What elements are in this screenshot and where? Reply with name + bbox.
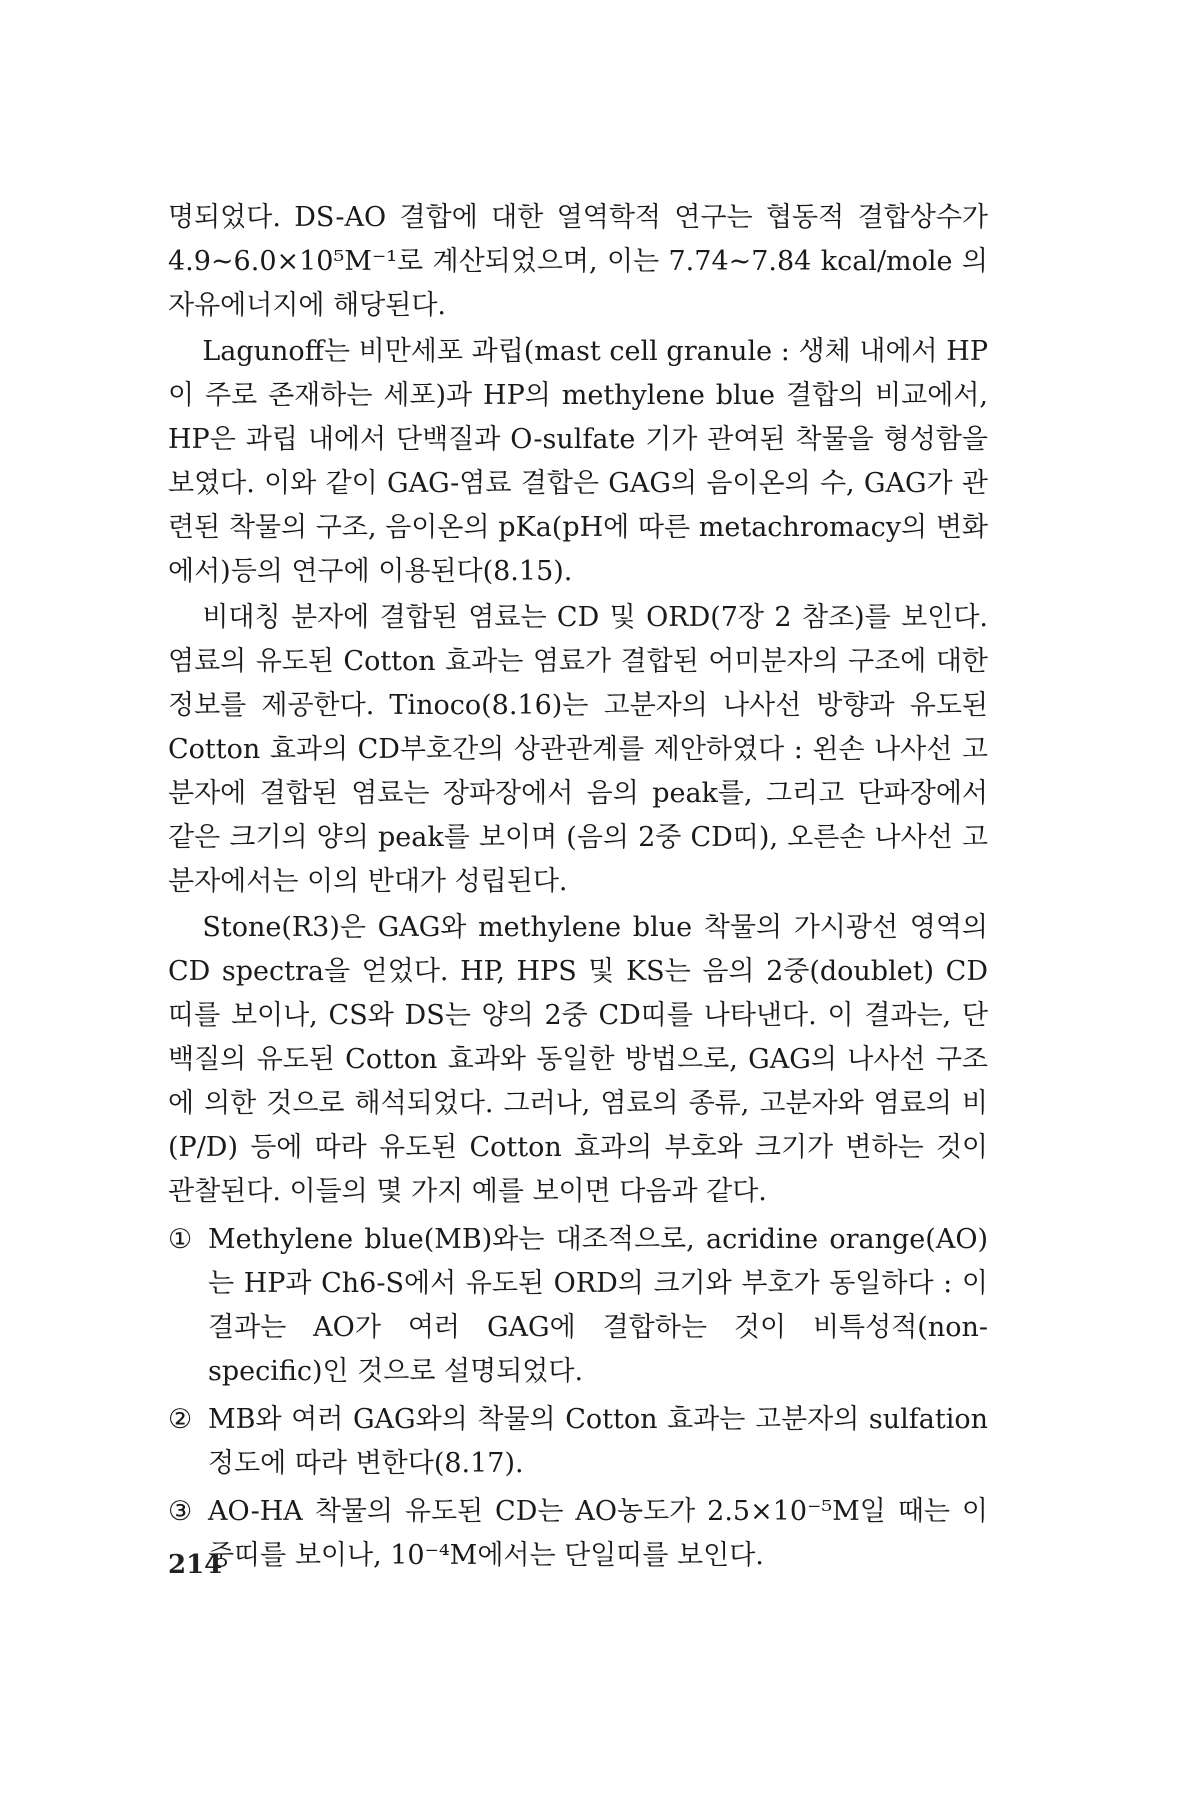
list-marker: ② (168, 1404, 193, 1435)
list-item-text: MB와 여러 GAG와의 착물의 Cotton 효과는 고분자의 sulfation 정도에 따라 변한다(8.17). (208, 1404, 988, 1479)
paragraph-4: Stone(R3)은 GAG와 methylene blue 착물의 가시광선 영역의 CD spectra을 얻었다. HP, HPS 및 KS는 음의 2중(doublet) CD 띠를 보이나, CS와 DS는 양의 2중 CD띠를 나타낸다. 이 결과는, 단백질의 유도된 Cotton 효과와 동일한 방법으로, GAG의 나사선 구조에 의한 것으로 해석되었다. 그러나, 염료의 종류, 고분자와 염료의 비(P/D) 등에 따라 유도된 Cotton 효과의 부호와 크기가 변하는 것이 관찰된다. 이들의 몇 가지 예를 보이면 다음과 같다. (168, 912, 988, 1207)
list-item (168, 1490, 988, 1578)
numbered-list (168, 1218, 988, 1578)
list-item (168, 1398, 988, 1486)
paragraph-2: Lagunoff는 비만세포 과립(mast cell granule : 생체 내에서 HP이 주로 존재하는 세포)과 HP의 methylene blue 결합의 비교에서, HP은 과립 내에서 단백질과 O-sulfate 기가 관여된 착물을 형성함을 보였다. 이와 같이 GAG-염료 결합은 GAG의 음이온의 수, GAG가 관련된 착물의 구조, 음이온의 pKa(pH에 따른 metachromacy의 변화에서)등의 연구에 이용된다(8.15). (168, 336, 988, 587)
page-body (168, 196, 988, 1582)
paragraph-3: 비대칭 분자에 결합된 염료는 CD 및 ORD(7장 2 참조)를 보인다. 염료의 유도된 Cotton 효과는 염료가 결합된 어미분자의 구조에 대한 정보를 제공한다. Tinoco(8.16)는 고분자의 나사선 방향과 유도된 Cotton 효과의 CD부호간의 상관관계를 제안하였다 : 왼손 나사선 고분자에 결합된 염료는 장파장에서 음의 peak를, 그리고 단파장에서 같은 크기의 양의 peak를 보이며 (음의 2중 CD띠), 오른손 나사선 고분자에서는 이의 반대가 성립된다. (168, 602, 988, 897)
list-item-text: AO-HA 착물의 유도된 CD는 AO농도가 2.5×10⁻⁵M일 때는 이중띠를 보이나, 10⁻⁴M에서는 단일띠를 보인다. (208, 1496, 988, 1571)
list-marker: ① (168, 1224, 193, 1255)
list-item-text: Methylene blue(MB)와는 대조적으로, acridine orange(AO)는 HP과 Ch6-S에서 유도된 ORD의 크기와 부호가 동일하다 : 이 결과는 AO가 여러 GAG에 결합하는 것이 비특성적(non-specific)인 것으로 설명되었다. (208, 1224, 988, 1387)
paragraph-1: 명되었다. DS-AO 결합에 대한 열역학적 연구는 협동적 결합상수가 4.9~6.0×10⁵M⁻¹로 계산되었으며, 이는 7.74~7.84 kcal/mole 의 자유에너지에 해당된다. (168, 202, 988, 321)
page-number: 214 (168, 1550, 223, 1580)
list-marker: ③ (168, 1496, 193, 1527)
list-item (168, 1218, 988, 1394)
